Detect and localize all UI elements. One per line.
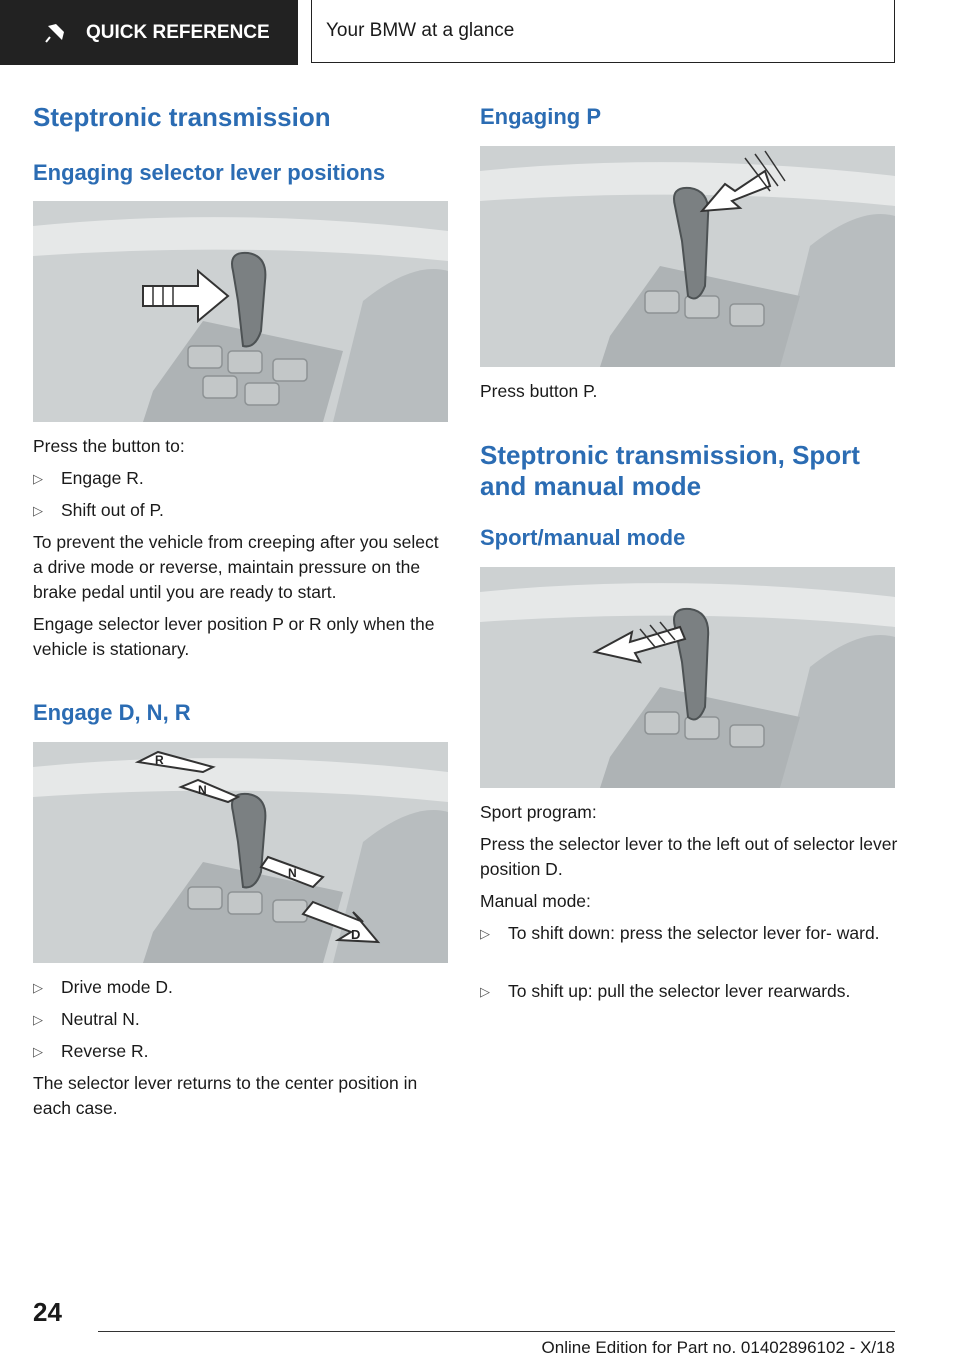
svg-text:N: N <box>198 783 207 797</box>
paragraph: The selector lever returns to the center position in each case. <box>33 1073 418 1118</box>
paragraph: Engage selector lever position P or R only when the vehicle is stationary. <box>33 614 435 659</box>
section-title-sport-manual: Steptronic transmission, Sport and manual mode <box>480 440 860 501</box>
bullet-triangle-icon: ▷ <box>480 926 490 941</box>
paragraph: Manual mode: <box>480 891 591 911</box>
footer-edition: Online Edition for Part no. 01402896102 - X/18 <box>541 1338 895 1357</box>
page-number: 24 <box>33 1297 62 1327</box>
list-item <box>33 466 144 491</box>
subsection-title-engaging-positions: Engaging selector lever positions <box>33 160 386 185</box>
intro-text: Press the button to: <box>33 436 185 456</box>
paragraph: Press button P. <box>480 381 598 401</box>
list-item <box>480 979 895 1004</box>
paragraph: Sport program: <box>480 802 597 822</box>
paragraph: To prevent the vehicle from creeping after you select a drive mode or reverse, maintain pressure on the brake pedal until you are ready to start. <box>33 532 439 602</box>
section-tab[interactable] <box>0 0 298 65</box>
section-tab-label: QUICK REFERENCE <box>86 21 270 43</box>
list-item-text: To shift down: press the selector lever for‐ ward. <box>508 923 880 943</box>
bullet-triangle-icon: ▷ <box>33 980 43 995</box>
list-item <box>33 1007 140 1032</box>
pin-icon <box>44 22 66 44</box>
list-item-text: Neutral N. <box>61 1009 140 1029</box>
svg-text:D: D <box>351 927 361 942</box>
paragraph: Press the selector lever to the left out of selector lever position D. <box>480 834 898 879</box>
svg-text:R: R <box>155 753 164 767</box>
selector-lever-illustration-sport <box>480 567 895 788</box>
subsection-title-sport-manual: Sport/manual mode <box>480 525 686 550</box>
footer-divider <box>98 1331 895 1332</box>
list-item-text: Shift out of P. <box>61 500 164 520</box>
selector-lever-illustration-dnr <box>33 742 448 963</box>
list-item <box>33 498 164 523</box>
list-item <box>33 975 173 1000</box>
svg-text:N: N <box>288 866 297 880</box>
selector-lever-illustration-button <box>33 201 448 422</box>
list-item-text: To shift up: pull the selector lever rearwards. <box>508 981 851 1001</box>
bullet-triangle-icon: ▷ <box>33 503 43 518</box>
chapter-title: Your BMW at a glance <box>326 20 515 41</box>
list-item-text: Engage R. <box>61 468 144 488</box>
selector-lever-illustration-p <box>480 146 895 367</box>
section-title: Steptronic transmission <box>33 102 331 132</box>
bullet-triangle-icon: ▷ <box>33 1012 43 1027</box>
bullet-triangle-icon: ▷ <box>33 471 43 486</box>
bullet-triangle-icon: ▷ <box>33 1044 43 1059</box>
subsection-title-engage-dnr: Engage D, N, R <box>33 700 191 725</box>
chapter-title-box <box>311 0 895 63</box>
subsection-title-engaging-p: Engaging P <box>480 104 601 129</box>
list-item <box>33 1039 149 1064</box>
list-item <box>480 921 895 946</box>
list-item-text: Drive mode D. <box>61 977 173 997</box>
bullet-triangle-icon: ▷ <box>480 984 490 999</box>
list-item-text: Reverse R. <box>61 1041 149 1061</box>
